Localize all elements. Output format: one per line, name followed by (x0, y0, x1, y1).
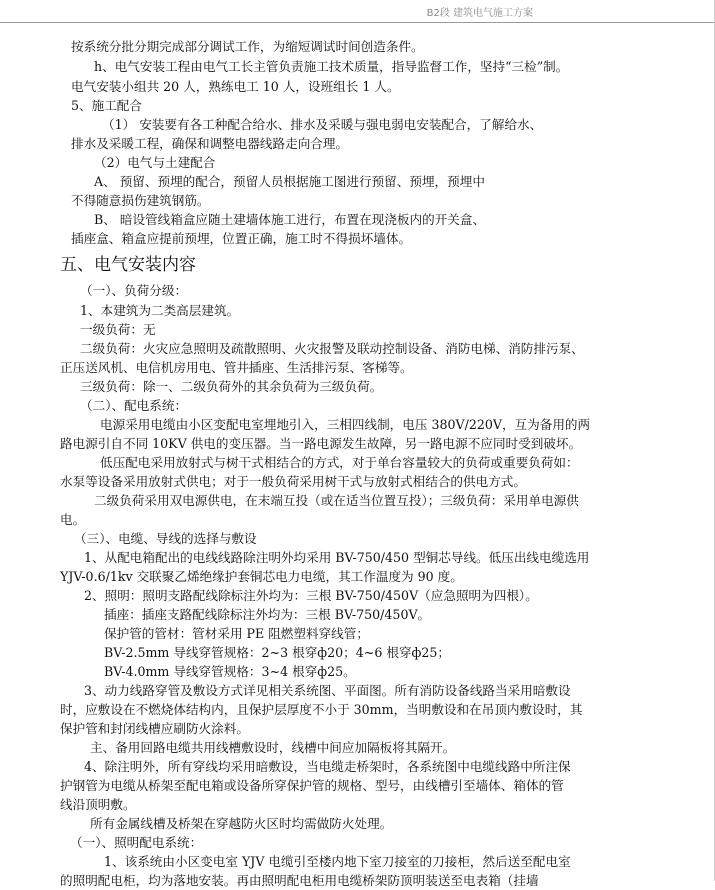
text-line: 正压送风机、电信机房用电、管井插座、生活排污泵、客梯等。 (60, 360, 413, 375)
text-line: A、 预留、预埋的配合，预留人员根据施工图进行预留、预埋，预埋中 (94, 174, 485, 189)
text-line: 插座：插座支路配线除标注外均为：三根 BV-750/450V。 (104, 607, 431, 622)
text-line: （1） 安装要有各工种配合给水、排水及采暖与强电弱电安装配合，了解给水、 (102, 117, 543, 132)
text-line: （三）、电缆、导线的选择与敷设 (74, 531, 257, 546)
text-line: 5、施工配合 (71, 98, 142, 113)
text-line: 水泵等设备采用放射式供电；对于一般负荷采用树干式与放射式相结合的供电方式。 (60, 474, 526, 489)
text-line: 电源采用电缆由小区变配电室埋地引入，三相四线制，电压 380V/220V，互为备用的两 (100, 417, 591, 432)
header-title: B2段 建筑电气施工方案 (426, 8, 533, 19)
text-line: 二级负荷：火灾应急照明及疏散照明、火灾报警及联动控制设备、消防电梯、消防排污泵、 (80, 341, 584, 356)
text-line: 二级负荷采用双电源供电，在末端互投（或在适当位置互投）；三级负荷：采用单电源供 (94, 493, 579, 508)
text-line: 护钢管为电缆从桥架至配电箱或设备所穿保护管的规格、型号，由线槽引至墙体、箱体的管 (60, 778, 564, 793)
text-line: 不得随意损伤建筑钢筋。 (71, 193, 210, 208)
page-header (0, 0, 715, 23)
text-line: （一）、照明配电系统： (70, 835, 203, 850)
text-line: 主、备用回路电缆共用线槽敷设时，线槽中间应加隔板将其隔开。 (90, 740, 456, 755)
text-line: 4、除注明外，所有穿线均采用暗敷设，当电缆走桥架时，各系统图中电缆线路中所注保 (84, 759, 571, 774)
text-line: 排水及采暖工程，确保和调整电器线路走向合理。 (71, 136, 349, 151)
text-line: （一）、负荷分级： (80, 283, 188, 298)
text-line: 一级负荷：无 (80, 322, 156, 337)
text-line: 线沿顶明敷。 (60, 797, 136, 812)
text-line: 电气安装小组共 20 人，熟练电工 10 人，设班组长 1 人。 (71, 79, 400, 94)
text-line: 3、动力线路穿管及敷设方式详见相关系统图、平面图。所有消防设备线路当采用暗敷设 (84, 683, 571, 698)
text-line: 保护管和封闭线槽应刷防火涂料。 (60, 721, 249, 736)
text-line: 1、本建筑为二类高层建筑。 (80, 303, 240, 318)
text-line: 三级负荷：除一、二级负荷外的其余负荷为三级负荷。 (80, 379, 383, 394)
text-line: 路电源引自不同 10KV 供电的变压器。当一路电源发生故障，另一路电源不应同时受到破坏。 (60, 436, 582, 451)
text-line: YJV-0.6/1kv 交联聚乙烯绝缘护套铜芯电力电缆，其工作温度为 90 度。 (60, 569, 463, 584)
text-line: 时，应敷设在不燃烧体结构内，且保护层厚度不小于 30mm，当明敷设和在吊顶内敷设时，其 (60, 702, 583, 717)
text-line: 1、该系统由小区变电室 YJV 电缆引至楼内地下室刀接室的刀接柜，然后送至配电室 (104, 854, 571, 869)
text-line: 电。 (60, 512, 86, 527)
text-line: BV-2.5mm 导线穿管规格：2~3 根穿ф20；4~6 根穿ф25； (104, 645, 451, 660)
text-line: （二）、配电系统： (80, 398, 188, 413)
text-line: 2、照明：照明支路配线除标注外均为：三根 BV-750/450V（应急照明为四根）。 (84, 588, 538, 603)
text-line: 1、从配电箱配出的电线线路除注明外均采用 BV-750/450 型铜芯导线。低压出线电缆选用 (84, 550, 590, 565)
text-line: 插座盒、箱盒应提前预埋，位置正确，施工时不得损坏墙体。 (71, 231, 412, 246)
text-line: 所有金属线槽及桥架在穿越防火区时均需做防火处理。 (90, 816, 393, 831)
text-line: 低压配电采用放射式与树干式相结合的方式，对于单台容量较大的负荷或重要负荷如： (100, 455, 579, 470)
text-line: 按系统分批分期完成部分调试工作，为缩短调试时间创造条件。 (71, 39, 424, 54)
section-heading: 五、电气安装内容 (60, 255, 196, 275)
text-line: （2）电气与土建配合 (94, 155, 216, 170)
text-line: B、 暗设管线箱盒应随土建墙体施工进行，布置在现浇板内的开关盒、 (94, 212, 486, 227)
text-line: 保护管的管材：管材采用 PE 阻燃塑料穿线管； (104, 626, 369, 641)
text-line: h、电气安装工程由电气工长主管负责施工技术质量，指导监督工作，坚持“三检”制。 (94, 59, 569, 74)
text-line: 的照明配电柜，均为落地安装。再由照明配电柜用电缆桥架防顶明装送至电表箱（挂墙 (60, 873, 539, 888)
text-line: BV-4.0mm 导线穿管规格：3~4 根穿ф25。 (104, 664, 356, 679)
